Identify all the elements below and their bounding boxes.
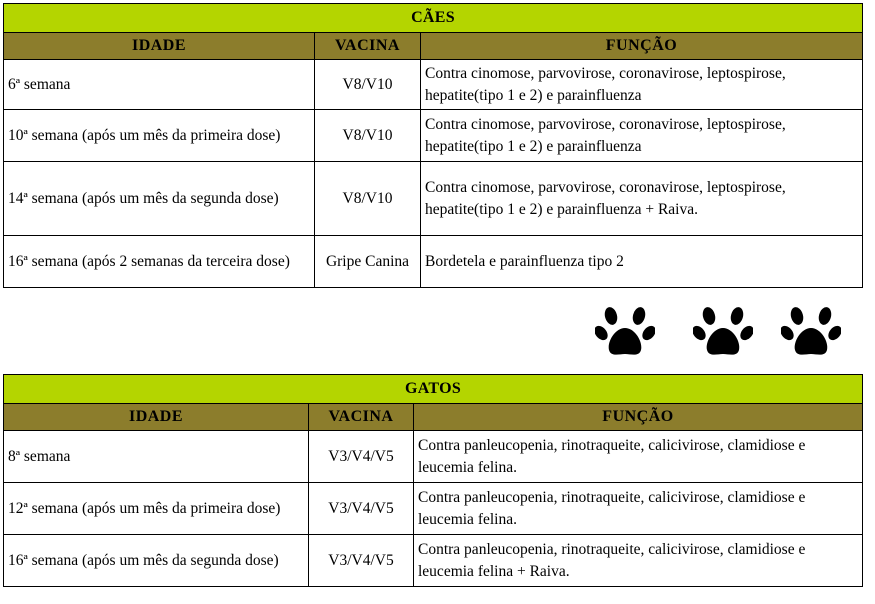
table-row — [4, 60, 863, 110]
function-cell: Contra cinomose, parvovirose, coronavirose, leptospirose, hepatite(tipo 1 e 2) e parainfluenza — [421, 60, 863, 110]
vaccine-cell: V3/V4/V5 — [309, 483, 414, 535]
vaccine-cell: V8/V10 — [315, 110, 421, 162]
vaccine-cell: V3/V4/V5 — [309, 535, 414, 587]
function-cell: Contra panleucopenia, rinotraqueite, calicivirose, clamidiose e leucemia felina + Raiva. — [414, 535, 863, 587]
vaccine-cell: V8/V10 — [315, 60, 421, 110]
age-cell: 6ª semana — [4, 60, 315, 110]
age-cell: 8ª semana — [4, 431, 309, 483]
cats-header-age: IDADE — [4, 404, 309, 431]
vaccine-cell: Gripe Canina — [315, 236, 421, 288]
dogs-header-age: IDADE — [4, 33, 315, 60]
function-cell: Bordetela e parainfluenza tipo 2 — [421, 236, 863, 288]
vaccine-cell: V3/V4/V5 — [309, 431, 414, 483]
cats-header-function: FUNÇÃO — [414, 404, 863, 431]
cats-table-title: GATOS — [4, 375, 863, 404]
cats-vaccine-table — [3, 374, 863, 587]
paw-print-icon — [781, 300, 841, 360]
age-cell: 16ª semana (após 2 semanas da terceira dose) — [4, 236, 315, 288]
cats-header-vaccine: VACINA — [309, 404, 414, 431]
table-row — [4, 110, 863, 162]
dogs-vaccine-table — [3, 3, 863, 288]
function-cell: Contra panleucopenia, rinotraqueite, calicivirose, clamidiose e leucemia felina. — [414, 431, 863, 483]
function-cell: Contra cinomose, parvovirose, coronavirose, leptospirose, hepatite(tipo 1 e 2) e parainfluenza + Raiva. — [421, 162, 863, 236]
function-cell: Contra panleucopenia, rinotraqueite, calicivirose, clamidiose e leucemia felina. — [414, 483, 863, 535]
table-row — [4, 483, 863, 535]
vaccine-cell: V8/V10 — [315, 162, 421, 236]
dogs-header-function: FUNÇÃO — [421, 33, 863, 60]
dogs-table-title: CÃES — [4, 4, 863, 33]
table-row — [4, 431, 863, 483]
paw-print-icon — [595, 300, 655, 360]
paw-print-icon — [693, 300, 753, 360]
table-row — [4, 236, 863, 288]
age-cell: 10ª semana (após um mês da primeira dose) — [4, 110, 315, 162]
age-cell: 12ª semana (após um mês da primeira dose) — [4, 483, 309, 535]
age-cell: 14ª semana (após um mês da segunda dose) — [4, 162, 315, 236]
age-cell: 16ª semana (após um mês da segunda dose) — [4, 535, 309, 587]
table-row — [4, 162, 863, 236]
function-cell: Contra cinomose, parvovirose, coronavirose, leptospirose, hepatite(tipo 1 e 2) e parainfluenza — [421, 110, 863, 162]
paw-prints-decoration — [595, 300, 845, 362]
table-row — [4, 535, 863, 587]
dogs-header-vaccine: VACINA — [315, 33, 421, 60]
